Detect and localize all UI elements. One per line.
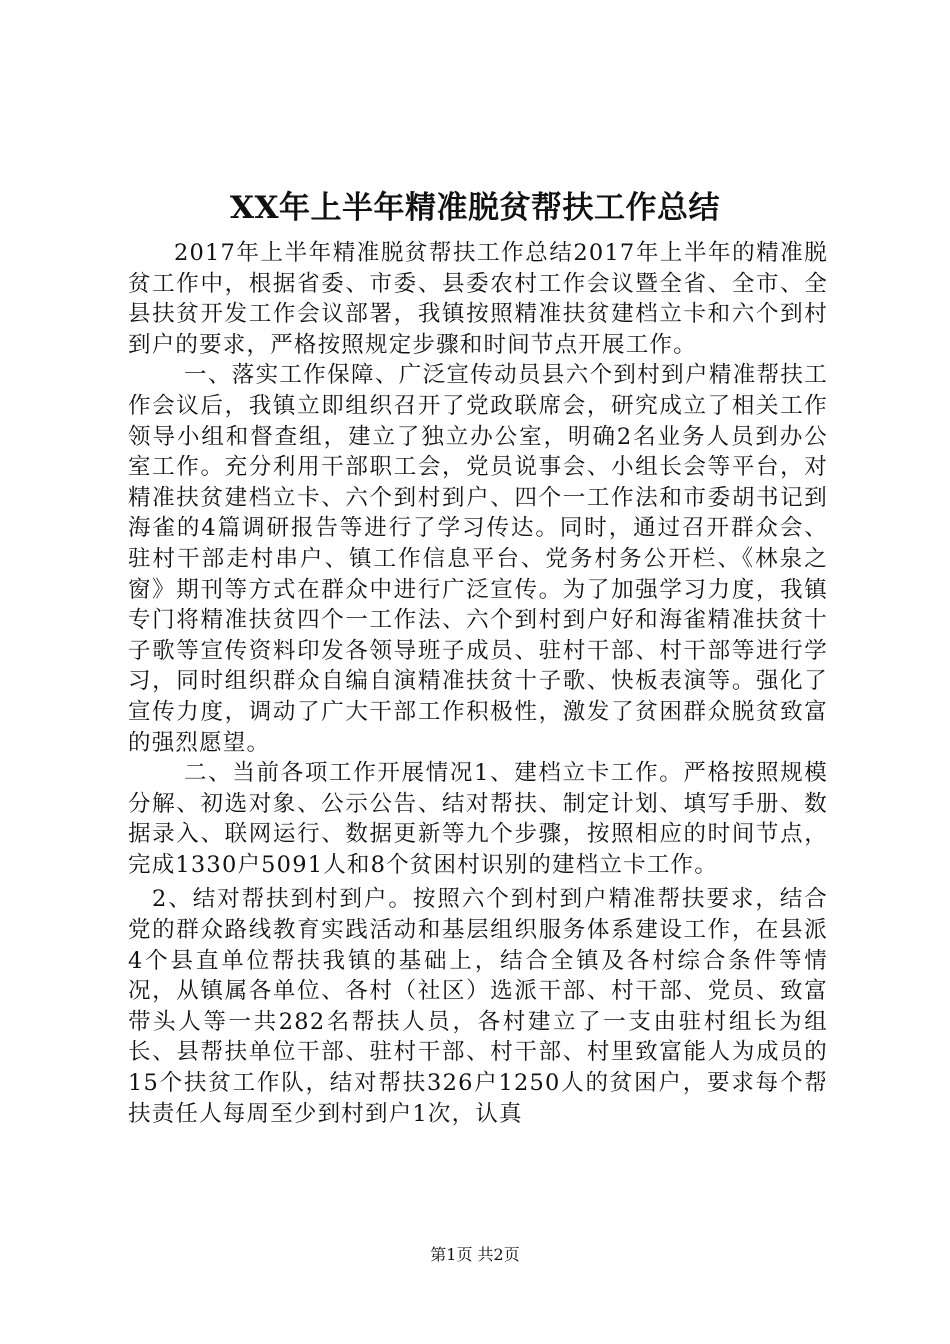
paragraph-pairing-assistance: 2、结对帮扶到村到户。按照六个到村到户精准帮扶要求，结合党的群众路线教育实践活动和基层组织服务体系建设工作，在县派4个县直单位帮扶我镇的基础上，结合全镇及各村综合条件等情况，从镇属各单位、各村（社区）选派干部、村干部、党员、致富带头人等一共282名帮扶人员，各村建立了一支由驻村组长为组长、县帮扶单位干部、驻村干部、村干部、村里致富能人为成员的15个扶贫工作队，结对帮扶326户1250人的贫困户，要求每个帮扶责任人每周至少到村到户1次，认真 bbox=[128, 886, 828, 1127]
page-footer: 第1页 共2页 bbox=[430, 1245, 520, 1264]
document-title: XX年上半年精准脱贫帮扶工作总结 bbox=[229, 190, 721, 226]
paragraph-section-one: 一、落实工作保障、广泛宣传动员县六个到村到户精准帮扶工作会议后，我镇立即组织召开了党政联席会，研究成立了相关工作领导小组和督查组，建立了独立办公室，明确2名业务人员到办公室工作。充分利用干部职工会，党员说事会、小组长会等平台，对精准扶贫建档立卡、六个到村到户、四个一工作法和市委胡书记到海雀的4篇调研报告等进行了学习传达。同时，通过召开群众会、驻村干部走村串户、镇工作信息平台、党务村务公开栏、《林泉之窗》期刊等方式在群众中进行广泛宣传。为了加强学习力度，我镇专门将精准扶贫四个一工作法、六个到村到户好和海雀精准扶贫十子歌等宣传资料印发各领导班子成员、驻村干部、村干部等进行学习，同时组织群众自编自演精准扶贫十子歌、快板表演等。强化了宣传力度，调动了广大干部工作积极性，激发了贫困群众脱贫致富的强烈愿望。 bbox=[128, 362, 828, 756]
document-body bbox=[128, 238, 828, 1129]
paragraph-intro: 2017年上半年精准脱贫帮扶工作总结2017年上半年的精准脱贫工作中，根据省委、市委、县委农村工作会议暨全省、全市、全县扶贫开发工作会议部署，我镇按照精准扶贫建档立卡和六个到村到户的要求，严格按照规定步骤和时间节点开展工作。 bbox=[128, 240, 828, 358]
paragraph-section-two: 二、当前各项工作开展情况1、建档立卡工作。严格按照规模分解、初选对象、公示公告、结对帮扶、制定计划、填写手册、数据录入、联网运行、数据更新等九个步骤，按照相应的时间节点，完成1330户5091人和8个贫困村识别的建档立卡工作。 bbox=[128, 760, 828, 878]
